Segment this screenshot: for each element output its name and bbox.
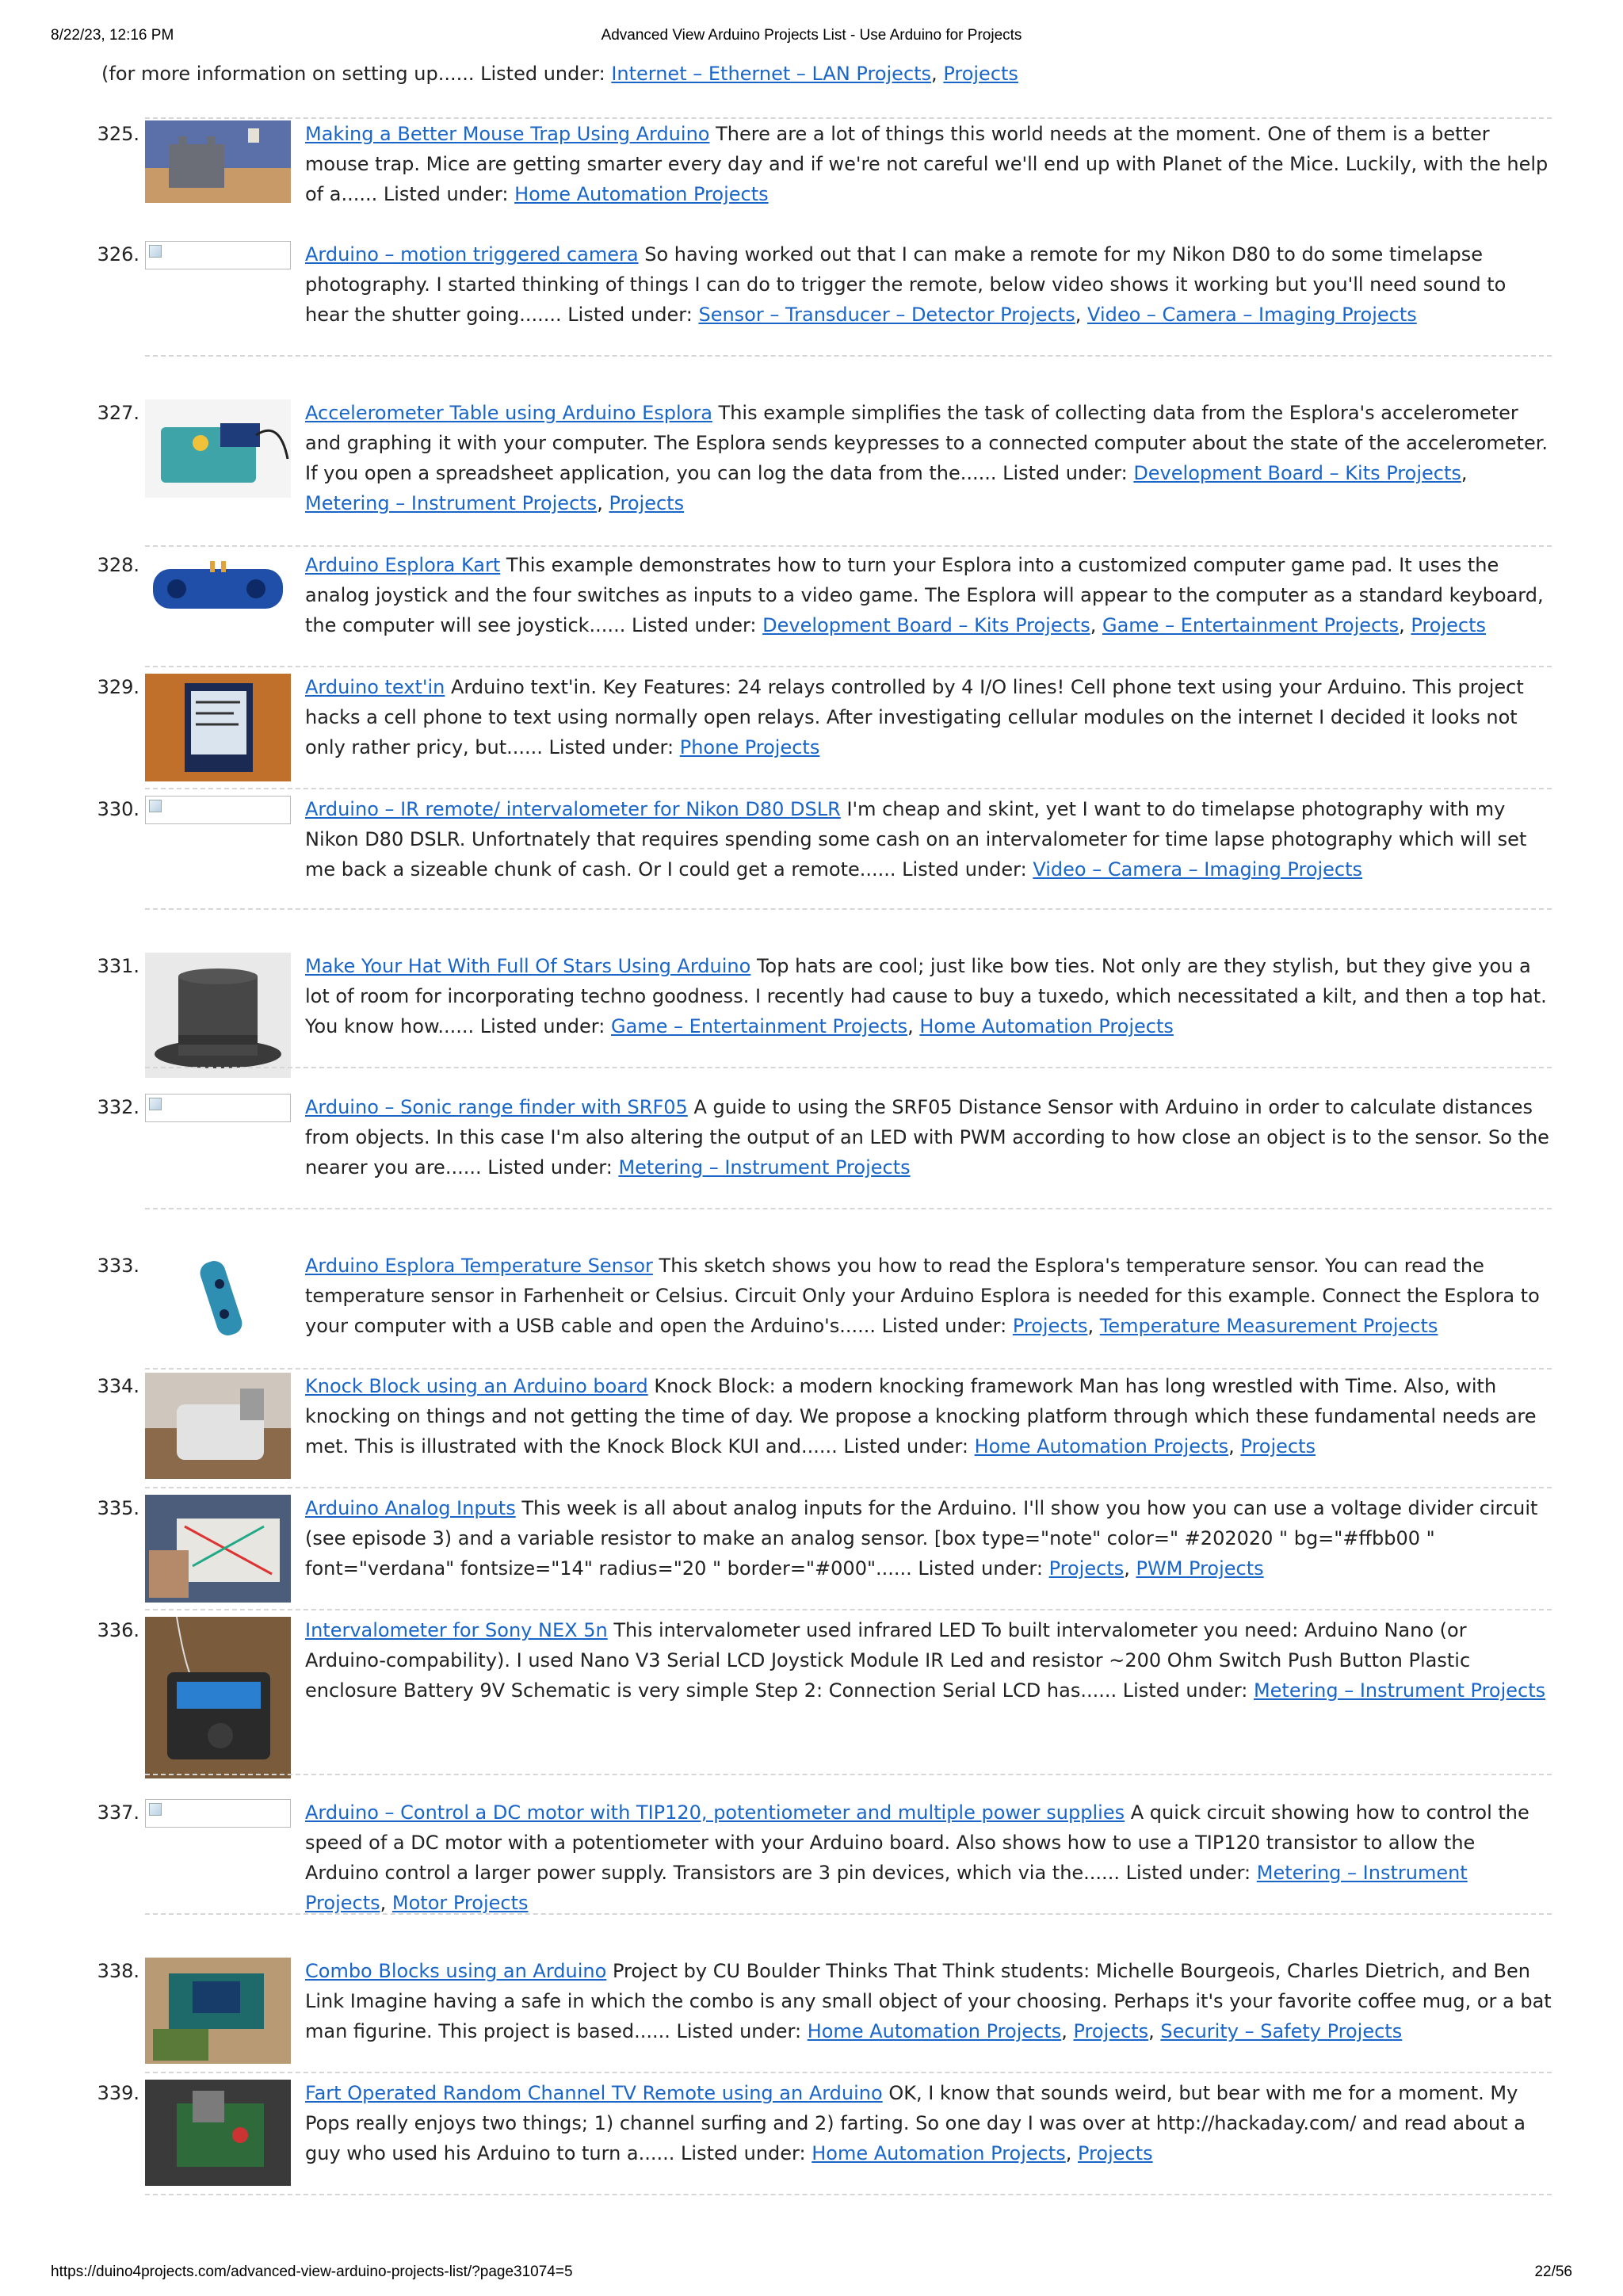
project-thumbnail[interactable]: [145, 1373, 291, 1479]
category-link[interactable]: Internet – Ethernet – LAN Projects: [611, 63, 932, 85]
page-number: 22/56: [1534, 2264, 1572, 2280]
project-summary: This week is all about analog inputs for the Arduino. I'll show you how you can use a voltage divider circuit (see episode 3) and a variable resistor to make an analog sensor. [box type="note" color=" #202020 " bg="#ffbb00 " font="verdana" fontsize="14" radius="20 " border="#000"......: [305, 1497, 1538, 1580]
category-link[interactable]: Development Board – Kits Projects: [1133, 462, 1461, 484]
entry-number: 330.: [97, 798, 139, 820]
category-link[interactable]: Projects: [1240, 1435, 1316, 1457]
project-thumbnail[interactable]: [145, 2080, 291, 2186]
category-link[interactable]: Projects: [1012, 1315, 1088, 1337]
entry-number: 331.: [97, 955, 139, 977]
entry-description: Make Your Hat With Full Of Stars Using Arduino Top hats are cool; just like bow ties. Not only are they stylish, but they give you a lot of room for incorporating techno goodness. I recently had cause to buy a tuxedo, which necessitated a kilt, and then a top hat. You know how...... Listed under: Game – Entertainment Projects, Home Automation Projects: [305, 955, 1547, 1037]
project-entry: [95, 1092, 1552, 1203]
entry-number: 334.: [97, 1375, 139, 1397]
project-summary: A guide to using the SRF05 Distance Sensor with Arduino in order to calculate distances from objects. In this case I'm also altering the output of an LED with PWM according to how close an object is to the sensor. So the nearer you are......: [305, 1096, 1549, 1179]
entry-description: Knock Block using an Arduino board Knock Block: a modern knocking framework Man has long wrestled with Time. Also, with knocking on things and not getting the time of day. We propose a knocking platform through which these fundamental needs are met. This is illustrated with the Knock Block KUI and...... Listed under: Home Automation Projects, Projects: [305, 1375, 1537, 1457]
entry-description: [305, 794, 1552, 884]
project-thumbnail[interactable]: [145, 399, 291, 498]
entry-divider: [145, 1609, 1552, 1610]
listed-under-label: Listed under:: [383, 183, 509, 205]
project-summary: So having worked out that I can make a remote for my Nikon D80 to do some timelapse photography. I started thinking of things I can do to trigger the remote, below video shows it working but you'll need sound to hear the shutter going.......: [305, 243, 1507, 326]
category-link[interactable]: Projects: [1411, 614, 1487, 636]
project-summary: This example simplifies the task of collecting data from the Esplora's accelerometer and graphing it with your computer. The Esplora sends keypresses to a connected computer about the state of the accelerometer. If you open a spreadsheet application, you can log the data from the......: [305, 402, 1549, 484]
category-link[interactable]: Video – Camera – Imaging Projects: [1033, 858, 1363, 881]
project-thumbnail[interactable]: [145, 674, 291, 781]
category-link[interactable]: Motor Projects: [391, 1892, 529, 1914]
intro-text: (for more information on setting up...... Listed under:: [101, 63, 612, 85]
project-summary: Arduino text'in. Key Features: 24 relays controlled by 4 I/O lines! Cell phone text using your Arduino. This project hacks a cell phone to text using normally open relays. After investigating cellular modules on the internet I decided it looks not only rather pricy, but......: [305, 676, 1524, 758]
category-link[interactable]: Home Automation Projects: [807, 2020, 1062, 2042]
category-link[interactable]: Development Board – Kits Projects: [762, 614, 1090, 636]
entry-divider: [145, 1208, 1552, 1209]
entry-description: Accelerometer Table using Arduino Esplora This example simplifies the task of collecting data from the Esplora's accelerometer and graphing it with your computer. The Esplora sends keypresses to a connected computer about the state of the accelerometer. If you open a spreadsheet application, you can log the data from the...... Listed under: Development Board – Kits Projects, Metering – Instrument Projects, Projects: [305, 402, 1549, 514]
category-link[interactable]: Security – Safety Projects: [1160, 2020, 1403, 2042]
project-summary: OK, I know that sounds weird, but bear with me for a moment. My Pops really enjoys two things; 1) channel surfing and 2) farting. So one day I was over at http://hackaday.com/ and read about a guy who used his Arduino to turn a......: [305, 2082, 1526, 2164]
category-link[interactable]: Projects: [1073, 2020, 1149, 2042]
listed-under-label: Listed under:: [681, 2142, 806, 2164]
project-title-link[interactable]: Arduino – motion triggered camera: [305, 243, 639, 266]
entry-divider: [145, 2194, 1552, 2195]
category-link[interactable]: PWM Projects: [1136, 1557, 1264, 1580]
entry-description: Arduino Esplora Temperature Sensor This sketch shows you how to read the Esplora's temperature sensor. You can read the temperature sensor in Farhenheit or Celsius. Circuit Only your Arduino Esplora is needed for this example. Connect the Esplora to your computer with a USB cable and open the Arduino's...... Listed under: Projects, Temperature Measurement Projects: [305, 1255, 1540, 1337]
project-entry: [95, 1371, 1552, 1482]
listed-under-label: Listed under:: [881, 1315, 1007, 1337]
category-link[interactable]: Sensor – Transducer – Detector Projects: [698, 304, 1075, 326]
entry-description: Arduino – Control a DC motor with TIP120, potentiometer and multiple power supplies A quick circuit showing how to control the speed of a DC motor with a potentiometer with your Arduino board. Also shows how to use a TIP120 transistor to allow the Arduino control a larger power supply. Transistors are 3 pin devices, which via the...... Listed under: Metering – Instrument Projects, Motor Projects: [305, 1801, 1529, 1914]
category-link[interactable]: Video – Camera – Imaging Projects: [1087, 304, 1417, 326]
print-url: https://duino4projects.com/advanced-view-arduino-projects-list/?page31074=5: [51, 2264, 573, 2280]
category-link[interactable]: Home Automation Projects: [974, 1435, 1229, 1457]
listed-under-label: Listed under:: [843, 1435, 968, 1457]
entry-number: 328.: [97, 554, 139, 576]
entry-divider: [145, 1368, 1552, 1370]
project-title-link[interactable]: Knock Block using an Arduino board: [305, 1375, 648, 1397]
project-thumbnail[interactable]: [145, 1495, 291, 1603]
entry-divider: [145, 666, 1552, 667]
project-entry: [95, 672, 1552, 783]
category-link[interactable]: Home Automation Projects: [919, 1015, 1174, 1037]
broken-image-icon[interactable]: [145, 1799, 291, 1828]
category-link[interactable]: Projects: [943, 63, 1018, 85]
print-header: [51, 27, 1572, 51]
project-summary: I'm cheap and skint, yet I want to do timelapse photography with my Nikon D80 DSLR. Unfortnately that requires spending some cash on an intervalometer for time lapse photography which will set me back a sizeable chunk of cash. Or I could get a remote......: [305, 798, 1527, 881]
project-entry: [95, 794, 1552, 905]
entry-number: 329.: [97, 676, 139, 698]
project-entry: [95, 550, 1552, 661]
category-link[interactable]: Metering – Instrument Projects: [305, 1862, 1468, 1914]
entry-description: [305, 672, 1552, 762]
listed-under-label: Listed under:: [902, 858, 1027, 881]
entry-divider: [145, 2072, 1552, 2073]
entry-description: Arduino Esplora Kart This example demonstrates how to turn your Esplora into a customized computer game pad. It uses the analog joystick and the four switches as inputs to a video game. The Esplora will appear to the computer as a standard keyboard, the computer will see joystick...... Listed under: Development Board – Kits Projects, Game – Entertainment Projects, Projects: [305, 554, 1544, 636]
project-thumbnail[interactable]: [145, 552, 291, 617]
entry-divider: [145, 117, 1552, 119]
category-link[interactable]: Phone Projects: [679, 736, 820, 758]
project-title-link[interactable]: Accelerometer Table using Arduino Esplora: [305, 402, 712, 424]
project-title-link[interactable]: Arduino – Sonic range finder with SRF05: [305, 1096, 688, 1118]
broken-image-icon[interactable]: [145, 796, 291, 824]
project-entry: [95, 1251, 1552, 1362]
project-title-link[interactable]: Arduino Esplora Temperature Sensor: [305, 1255, 653, 1277]
listed-under-label: Listed under:: [1002, 462, 1128, 484]
entry-divider: [145, 1067, 1552, 1068]
project-entry: [95, 239, 1552, 350]
entry-description: [305, 1092, 1552, 1182]
listed-under-label: Listed under:: [631, 614, 757, 636]
project-thumbnail[interactable]: [145, 953, 291, 1078]
entry-number: 338.: [97, 1960, 139, 1982]
project-title-link[interactable]: Making a Better Mouse Trap Using Arduino: [305, 123, 710, 145]
entry-number: 326.: [97, 243, 139, 266]
project-summary: Top hats are cool; just like bow ties. Not only are they stylish, but they give you a lot of room for incorporating techno goodness. I recently had cause to buy a tuxedo, which necessitated a kilt, and then a top hat. You know how......: [305, 955, 1547, 1037]
print-date: 8/22/23, 12:16 PM: [51, 27, 174, 44]
project-title-link[interactable]: Arduino text'in: [305, 676, 445, 698]
project-entry: [95, 398, 1552, 514]
entry-divider: [145, 355, 1552, 357]
entry-divider: [145, 1774, 1552, 1775]
listed-under-label: Listed under:: [676, 2020, 802, 2042]
category-link[interactable]: Game – Entertainment Projects: [610, 1015, 908, 1037]
category-link[interactable]: Projects: [1048, 1557, 1125, 1580]
entry-number: 327.: [97, 402, 139, 424]
entry-number: 335.: [97, 1497, 139, 1519]
broken-image-icon[interactable]: [145, 1094, 291, 1122]
previous-entry-tail: (for more information on setting up...... Listed under: Internet – Ethernet – LAN Projects, Projects: [101, 63, 1018, 85]
entry-divider: [145, 1913, 1552, 1915]
category-link[interactable]: Metering – Instrument Projects: [305, 492, 598, 514]
project-title-link[interactable]: Arduino Analog Inputs: [305, 1497, 516, 1519]
entry-number: 337.: [97, 1801, 139, 1824]
project-entry: [95, 951, 1552, 1062]
project-summary: A quick circuit showing how to control the speed of a DC motor with a potentiometer with your Arduino board. Also shows how to use a TIP120 transistor to allow the Arduino control a larger power supply. Transistors are 3 pin devices, which via the......: [305, 1801, 1529, 1884]
project-summary: This intervalometer used infrared LED To built intervalometer you need: Arduino Nano (or Arduino-compability). I used Nano V3 Serial LCD Joystick Module IR Led and resistor ~200 Ohm Switch Push Button Plastic enclosure Battery 9V Schematic is very simple Step 2: Connection Serial LCD has......: [305, 1619, 1471, 1702]
project-entry: [95, 1615, 1552, 1726]
entry-description: [305, 1615, 1552, 1706]
entry-description: Combo Blocks using an Arduino Project by CU Boulder Thinks That Think students: Michelle Bourgeois, Charles Dietrich, and Ben Link Imagine having a safe in which the combo is any small object of your choosing. Perhaps it's your favorite coffee mug, or a bat man figurine. This project is based...... Listed under: Home Automation Projects, Projects, Security – Safety Projects: [305, 1960, 1552, 2042]
project-title-link[interactable]: Intervalometer for Sony NEX 5n: [305, 1619, 608, 1641]
broken-image-icon[interactable]: [145, 241, 291, 269]
listed-under-label: Listed under:: [918, 1557, 1043, 1580]
project-title-link[interactable]: Combo Blocks using an Arduino: [305, 1960, 607, 1982]
project-thumbnail[interactable]: [145, 1958, 291, 2064]
entry-number: 339.: [97, 2082, 139, 2104]
listed-under-label: Listed under:: [479, 1015, 605, 1037]
project-title-link[interactable]: Arduino – Control a DC motor with TIP120, potentiometer and multiple power supplies: [305, 1801, 1125, 1824]
entry-divider: [145, 908, 1552, 910]
project-summary: Knock Block: a modern knocking framework Man has long wrestled with Time. Also, with knocking on things and not getting the time of day. We propose a knocking platform through which these fundamental needs are met. This is illustrated with the Knock Block KUI and......: [305, 1375, 1537, 1457]
category-link[interactable]: Metering – Instrument Projects: [1253, 1679, 1546, 1702]
project-entry: [95, 1493, 1552, 1604]
entry-description: Arduino – motion triggered camera So having worked out that I can make a remote for my Nikon D80 to do some timelapse photography. I started thinking of things I can do to trigger the remote, below video shows it working but you'll need sound to hear the shutter going....... Listed under: Sensor – Transducer – Detector Projects, Video – Camera – Imaging Projects: [305, 243, 1507, 326]
category-link[interactable]: Temperature Measurement Projects: [1099, 1315, 1438, 1337]
project-title-link[interactable]: Make Your Hat With Full Of Stars Using Arduino: [305, 955, 751, 977]
entry-number: 333.: [97, 1255, 139, 1277]
project-summary: Project by CU Boulder Thinks That Think students: Michelle Bourgeois, Charles Dietrich, and Ben Link Imagine having a safe in which the combo is any small object of your choosing. Perhaps it's your favorite coffee mug, or a bat man figurine. This project is based......: [305, 1960, 1552, 2042]
listed-under-label: Listed under:: [487, 1156, 613, 1179]
print-footer: [51, 2264, 1572, 2287]
entry-description: [305, 119, 1552, 209]
listed-under-label: Listed under:: [548, 736, 674, 758]
listed-under-label: Listed under:: [1122, 1679, 1248, 1702]
listed-under-label: Listed under:: [567, 304, 693, 326]
entry-divider: [145, 788, 1552, 789]
entry-number: 332.: [97, 1096, 139, 1118]
project-entry: [95, 1797, 1552, 1914]
print-page-title: Advanced View Arduino Projects List - Use Arduino for Projects: [601, 27, 1022, 44]
entry-description: Fart Operated Random Channel TV Remote using an Arduino OK, I know that sounds weird, but bear with me for a moment. My Pops really enjoys two things; 1) channel surfing and 2) farting. So one day I was over at http://hackaday.com/ and read about a guy who used his Arduino to turn a...... Listed under: Home Automation Projects, Projects: [305, 2082, 1526, 2164]
project-thumbnail[interactable]: [145, 1252, 291, 1347]
category-link[interactable]: Projects: [1078, 2142, 1153, 2164]
entry-divider: [145, 1487, 1552, 1488]
project-entry: [95, 1956, 1552, 2067]
category-link[interactable]: Home Automation Projects: [812, 2142, 1066, 2164]
project-summary: There are a lot of things this world needs at the moment. One of them is a better mouse trap. Mice are getting smarter every day and if we're not careful we'll end up with Planet of the Mice. Luckily, with the help of a......: [305, 123, 1549, 205]
project-entry: [95, 2078, 1552, 2189]
entry-number: 325.: [97, 123, 139, 145]
project-thumbnail[interactable]: [145, 120, 291, 203]
entry-divider: [145, 545, 1552, 547]
project-title-link[interactable]: Arduino Esplora Kart: [305, 554, 501, 576]
project-summary: This sketch shows you how to read the Esplora's temperature sensor. You can read the temperature sensor in Farhenheit or Celsius. Circuit Only your Arduino Esplora is needed for this example. Connect the Esplora to your computer with a USB cable and open the Arduino's......: [305, 1255, 1540, 1337]
listed-under-label: Listed under:: [1125, 1862, 1251, 1884]
category-link[interactable]: Game – Entertainment Projects: [1102, 614, 1400, 636]
entry-description: Arduino Analog Inputs This week is all about analog inputs for the Arduino. I'll show you how you can use a voltage divider circuit (see episode 3) and a variable resistor to make an analog sensor. [box type="note" color=" #202020 " bg="#ffbb00 " font="verdana" fontsize="14" radius="20 " border="#000"...... Listed under: Projects, PWM Projects: [305, 1497, 1538, 1580]
project-thumbnail[interactable]: [145, 1617, 291, 1778]
category-link[interactable]: Projects: [609, 492, 685, 514]
project-entry: [95, 119, 1552, 230]
project-title-link[interactable]: Arduino – IR remote/ intervalometer for Nikon D80 DSLR: [305, 798, 841, 820]
project-summary: This example demonstrates how to turn your Esplora into a customized computer game pad. It uses the analog joystick and the four switches as inputs to a video game. The Esplora will appear to the computer as a standard keyboard, the computer will see joystick......: [305, 554, 1544, 636]
entry-number: 336.: [97, 1619, 139, 1641]
category-link[interactable]: Home Automation Projects: [514, 183, 769, 205]
category-link[interactable]: Metering – Instrument Projects: [618, 1156, 911, 1179]
project-title-link[interactable]: Fart Operated Random Channel TV Remote using an Arduino: [305, 2082, 883, 2104]
